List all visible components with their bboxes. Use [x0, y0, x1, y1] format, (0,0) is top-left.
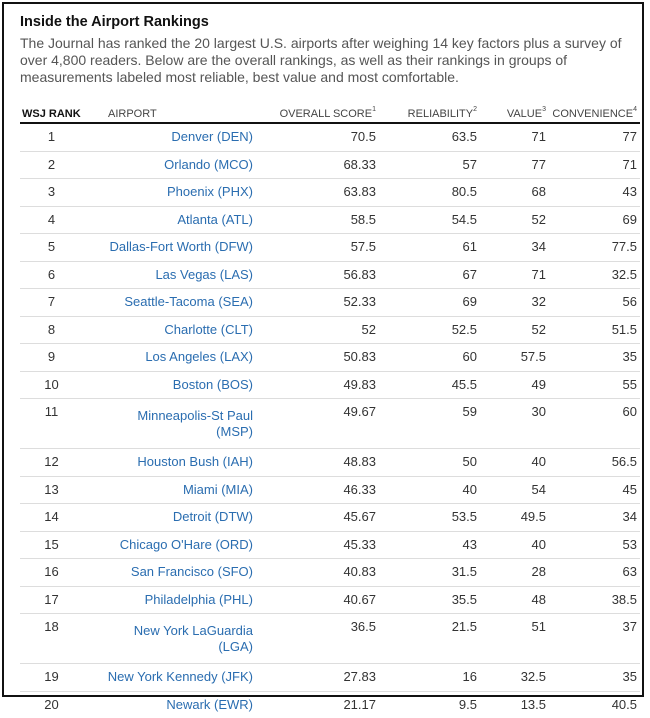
- airport-name[interactable]: New York Kennedy (JFK): [92, 664, 260, 692]
- rank-cell: 1: [20, 123, 92, 151]
- table-row: [20, 179, 640, 207]
- value-cell: 40: [480, 449, 549, 477]
- airport-name[interactable]: Chicago O'Hare (ORD): [92, 531, 260, 559]
- overall-score-cell: 40.67: [260, 586, 379, 614]
- table-row: [20, 289, 640, 317]
- rank-cell: 6: [20, 261, 92, 289]
- value-cell: 13.5: [520, 696, 546, 712]
- reliability-cell: 45.5: [379, 371, 480, 399]
- rank-cell: 15: [20, 531, 92, 559]
- convenience-cell: 34: [549, 504, 640, 532]
- overall-score-cell: 27.83: [260, 664, 379, 692]
- column-header-convenience: CONVENIENCE$^4$: [549, 102, 640, 123]
- airport-name[interactable]: Newark (EWR): [166, 696, 253, 712]
- footnote-marker: 2: [473, 106, 477, 113]
- overall-score-cell: 50.83: [260, 344, 379, 372]
- airport-name[interactable]: Minneapolis-St Paul (MSP): [92, 399, 260, 449]
- airport-name[interactable]: Phoenix (PHX): [92, 179, 260, 207]
- overall-score-cell: 58.5: [260, 206, 379, 234]
- value-cell: 68: [480, 179, 549, 207]
- airport-name[interactable]: Miami (MIA): [92, 476, 260, 504]
- airport-name[interactable]: Charlotte (CLT): [92, 316, 260, 344]
- reliability-cell: 50: [379, 449, 480, 477]
- airport-name[interactable]: Boston (BOS): [92, 371, 260, 399]
- overall-score-cell: 45.33: [260, 531, 379, 559]
- overall-score-cell: 40.83: [260, 559, 379, 587]
- convenience-cell: 53: [549, 531, 640, 559]
- table-row: [20, 531, 640, 559]
- rank-cell: 14: [20, 504, 92, 532]
- convenience-cell: 77: [549, 123, 640, 151]
- convenience-cell: 51.5: [549, 316, 640, 344]
- rank-cell: 13: [20, 476, 92, 504]
- table-row: [20, 206, 640, 234]
- value-cell: 40: [480, 531, 549, 559]
- convenience-cell: 43: [549, 179, 640, 207]
- value-cell: 32: [480, 289, 549, 317]
- reliability-cell: 31.5: [379, 559, 480, 587]
- reliability-cell: 43: [379, 531, 480, 559]
- table-row: [20, 234, 640, 262]
- overall-score-cell: 36.5: [260, 614, 379, 664]
- rank-cell: 3: [20, 179, 92, 207]
- reliability-cell: 40: [379, 476, 480, 504]
- footnote-marker: 1: [372, 106, 376, 113]
- rank-cell: 11: [20, 399, 92, 449]
- reliability-cell: 35.5: [379, 586, 480, 614]
- rank-cell: 8: [20, 316, 92, 344]
- value-cell: 52: [480, 206, 549, 234]
- convenience-cell: 55: [549, 371, 640, 399]
- overall-score-cell: 21.17: [343, 696, 376, 712]
- table-row: [20, 123, 640, 151]
- airport-name[interactable]: New York LaGuardia (LGA): [92, 614, 260, 664]
- convenience-cell: 45: [549, 476, 640, 504]
- overall-score-cell: 57.5: [260, 234, 379, 262]
- airport-name[interactable]: Philadelphia (PHL): [92, 586, 260, 614]
- overall-score-cell: 48.83: [260, 449, 379, 477]
- rank-cell: 9: [20, 344, 92, 372]
- convenience-cell: 71: [549, 151, 640, 179]
- rank-cell: 20: [44, 696, 59, 712]
- value-cell: 57.5: [480, 344, 549, 372]
- table-row: [20, 504, 640, 532]
- value-cell: 77: [480, 151, 549, 179]
- reliability-cell: 21.5: [379, 614, 480, 664]
- convenience-cell: 56: [549, 289, 640, 317]
- overall-score-cell: 70.5: [260, 123, 379, 151]
- airport-name[interactable]: Las Vegas (LAS): [92, 261, 260, 289]
- graphic-content: [20, 12, 640, 712]
- table-row: [20, 614, 640, 664]
- convenience-cell: 32.5: [549, 261, 640, 289]
- overall-score-cell: 63.83: [260, 179, 379, 207]
- rank-cell: 16: [20, 559, 92, 587]
- overall-score-cell: 45.67: [260, 504, 379, 532]
- table-row: [20, 261, 640, 289]
- table-row: [20, 151, 640, 179]
- graphic-description: The Journal has ranked the 20 largest U.S. airports after weighing 14 key factors plus a survey of over 4,800 readers. Below are the overall rankings, as well as their rankings in groups of measurements labeled most reliable, best value and most comfortable.: [20, 35, 622, 85]
- convenience-cell: 77.5: [549, 234, 640, 262]
- value-cell: 54: [480, 476, 549, 504]
- convenience-cell: 35: [549, 344, 640, 372]
- convenience-cell: 38.5: [549, 586, 640, 614]
- column-header-value: VALUE$^3$: [480, 102, 549, 123]
- airport-name[interactable]: Seattle-Tacoma (SEA): [92, 289, 260, 317]
- reliability-cell: 54.5: [379, 206, 480, 234]
- table-body: [20, 123, 640, 718]
- rank-cell: 5: [20, 234, 92, 262]
- column-header-airport: AIRPORT: [92, 102, 260, 123]
- footnote-marker: 3: [542, 106, 546, 113]
- overall-score-cell: 49.83: [260, 371, 379, 399]
- column-header-reliability: RELIABILITY$^2$: [379, 102, 480, 123]
- rank-cell: 4: [20, 206, 92, 234]
- reliability-cell: 63.5: [379, 123, 480, 151]
- reliability-cell: 53.5: [379, 504, 480, 532]
- reliability-cell: 16: [379, 664, 480, 692]
- value-cell: 71: [480, 261, 549, 289]
- airport-name[interactable]: Atlanta (ATL): [92, 206, 260, 234]
- convenience-cell: 35: [549, 664, 640, 692]
- table-row: [20, 664, 640, 692]
- reliability-cell: 9.5: [458, 696, 477, 712]
- airport-name[interactable]: Los Angeles (LAX): [92, 344, 260, 372]
- rank-cell: 19: [20, 664, 92, 692]
- footnote-marker: 4: [633, 106, 637, 113]
- overall-score-cell: 46.33: [260, 476, 379, 504]
- convenience-cell: 63: [549, 559, 640, 587]
- convenience-cell: 60: [549, 399, 640, 449]
- reliability-cell: 59: [379, 399, 480, 449]
- reliability-cell: 57: [379, 151, 480, 179]
- graphic-title: Inside the Airport Rankings: [20, 14, 209, 30]
- convenience-cell: 40.5: [611, 696, 637, 712]
- overall-score-cell: 68.33: [260, 151, 379, 179]
- column-header-rank: WSJ RANK: [20, 102, 92, 123]
- value-cell: 30: [480, 399, 549, 449]
- value-cell: 48: [480, 586, 549, 614]
- table-row: [20, 691, 640, 718]
- reliability-cell: 60: [379, 344, 480, 372]
- table-row: [20, 399, 640, 449]
- table-row: [20, 586, 640, 614]
- reliability-cell: 61: [379, 234, 480, 262]
- airport-name[interactable]: Orlando (MCO): [92, 151, 260, 179]
- value-cell: 49.5: [480, 504, 549, 532]
- airport-name[interactable]: Detroit (DTW): [92, 504, 260, 532]
- airport-name[interactable]: Dallas-Fort Worth (DFW): [92, 234, 260, 262]
- column-header-overall: OVERALL SCORE$^1$: [260, 102, 379, 123]
- table-row: [20, 316, 640, 344]
- rank-cell: 2: [20, 151, 92, 179]
- rank-cell: 10: [20, 371, 92, 399]
- rank-cell: 12: [20, 449, 92, 477]
- overall-score-cell: 52: [260, 316, 379, 344]
- overall-score-cell: 56.83: [260, 261, 379, 289]
- rank-cell: 18: [20, 614, 92, 664]
- table-row: [20, 449, 640, 477]
- airport-name[interactable]: San Francisco (SFO): [92, 559, 260, 587]
- rank-cell: 7: [20, 289, 92, 317]
- table-header-row: [20, 102, 640, 123]
- convenience-cell: 37: [549, 614, 640, 664]
- overall-score-cell: 52.33: [260, 289, 379, 317]
- airport-name[interactable]: Houston Bush (IAH): [92, 449, 260, 477]
- reliability-cell: 52.5: [379, 316, 480, 344]
- table-row: [20, 476, 640, 504]
- reliability-cell: 69: [379, 289, 480, 317]
- convenience-cell: 56.5: [549, 449, 640, 477]
- value-cell: 32.5: [480, 664, 549, 692]
- value-cell: 34: [480, 234, 549, 262]
- graphic-frame: [2, 2, 644, 712]
- value-cell: 51: [480, 614, 549, 664]
- value-cell: 49: [480, 371, 549, 399]
- table-row: [20, 344, 640, 372]
- overall-score-cell: 49.67: [260, 399, 379, 449]
- convenience-cell: 69: [549, 206, 640, 234]
- value-cell: 52: [480, 316, 549, 344]
- table-row: [20, 559, 640, 587]
- value-cell: 28: [480, 559, 549, 587]
- rank-cell: 17: [20, 586, 92, 614]
- airport-rankings-table: [20, 102, 640, 718]
- reliability-cell: 80.5: [379, 179, 480, 207]
- value-cell: 71: [480, 123, 549, 151]
- airport-name[interactable]: Denver (DEN): [92, 123, 260, 151]
- table-row: [20, 371, 640, 399]
- reliability-cell: 67: [379, 261, 480, 289]
